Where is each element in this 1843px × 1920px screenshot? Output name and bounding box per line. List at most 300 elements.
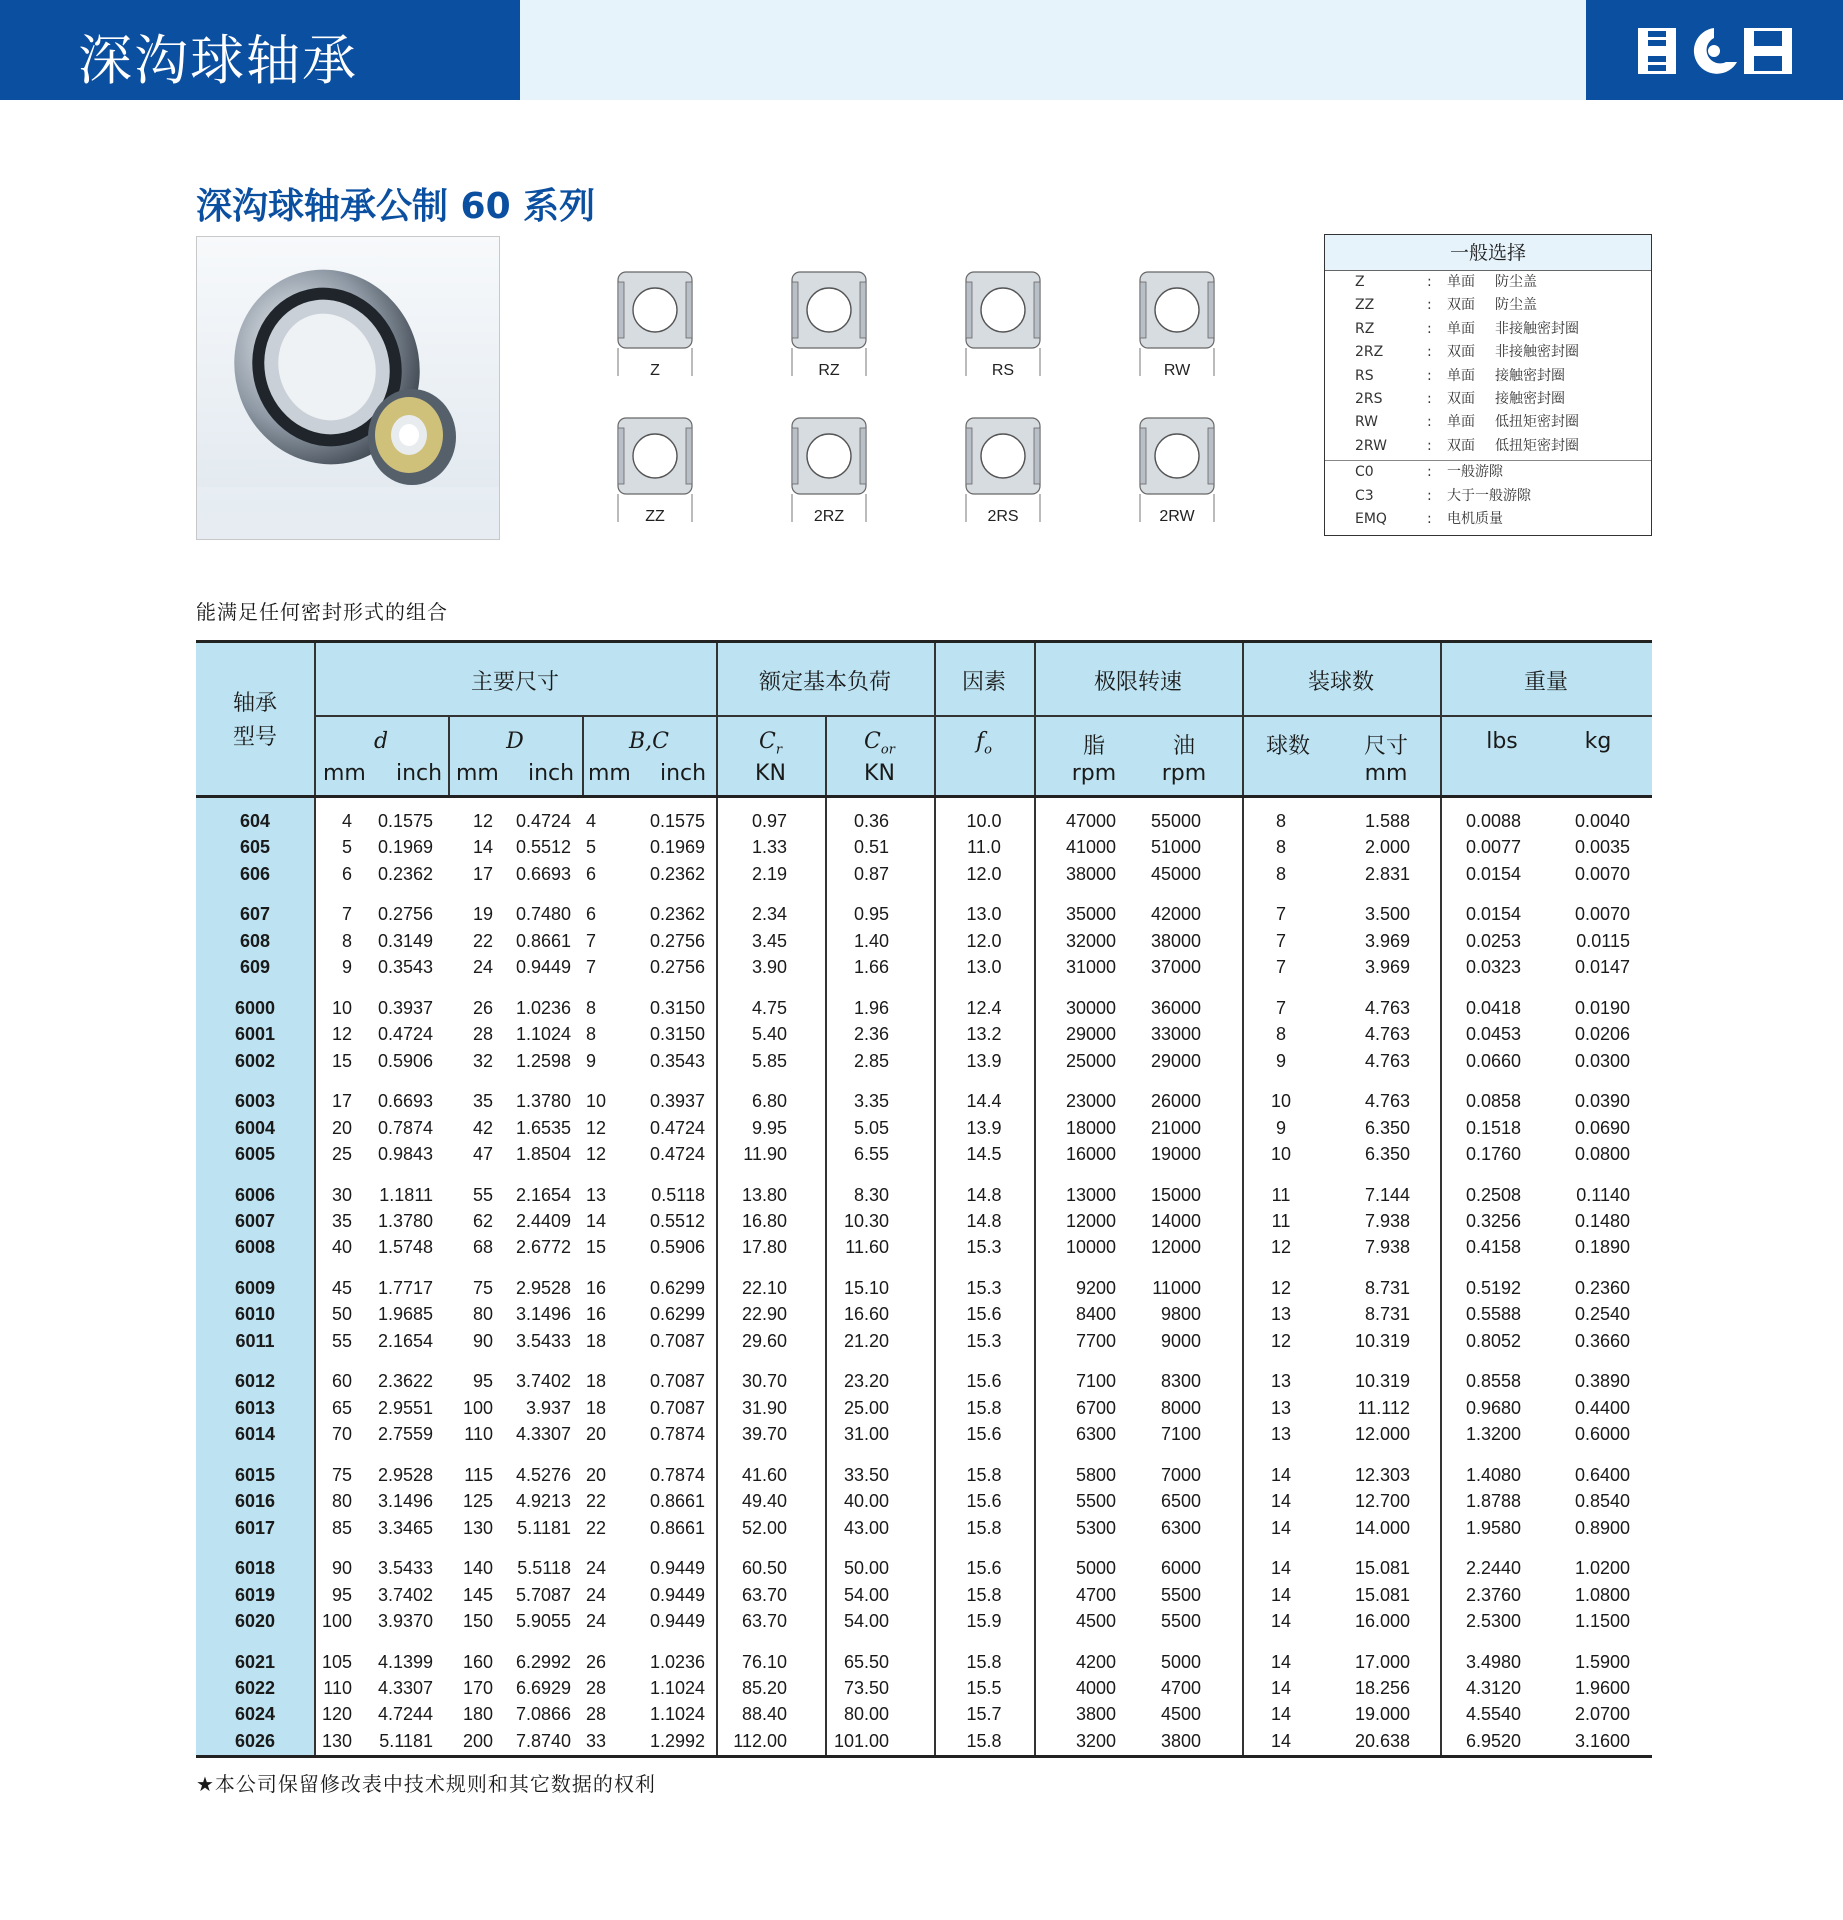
table-cell: 4 <box>586 811 597 831</box>
table-cell: 8 <box>1275 863 1286 884</box>
selection-colon: : <box>1427 367 1432 384</box>
table-cell: 7 <box>1275 930 1286 951</box>
table-cell: 0.8661 <box>649 1517 705 1538</box>
selection-code: 2RS <box>1355 390 1383 407</box>
table-cell: 0.2360 <box>1574 1278 1630 1298</box>
table-cell: 0.9449 <box>649 1611 705 1631</box>
table-cell: 6300 <box>1075 1424 1116 1445</box>
table-cell: 0.3256 <box>1465 1211 1521 1231</box>
header-column-divider <box>1440 643 1442 795</box>
table-cell: 12.303 <box>1354 1464 1410 1485</box>
header-subcolumn-divider <box>825 715 827 795</box>
body-column-divider <box>1242 798 1244 1755</box>
clearance-desc: 一般游隙 <box>1447 464 1503 481</box>
table-cell: 41.60 <box>741 1464 787 1485</box>
table-cell: 15.8 <box>966 1464 1002 1485</box>
table-cell: 10.30 <box>843 1211 889 1231</box>
selection-code: 2RW <box>1355 437 1387 454</box>
table-cell: 0.5906 <box>649 1237 705 1258</box>
table-cell: 3.3465 <box>377 1517 433 1538</box>
table-cell: 19.000 <box>1354 1704 1410 1725</box>
table-cell: 31000 <box>1065 957 1116 978</box>
selection-row <box>1325 411 1651 434</box>
table-cell: 49.40 <box>741 1491 787 1512</box>
table-cell: 37000 <box>1150 957 1201 978</box>
table-cell: 20 <box>331 1117 352 1138</box>
header-model-line1: 轴承 <box>232 691 277 716</box>
table-cell: 38000 <box>1065 863 1116 884</box>
table-cell: 20 <box>586 1464 607 1485</box>
table-cell: 5.05 <box>853 1117 889 1138</box>
table-cell: 2.36 <box>853 1024 889 1045</box>
table-cell: 0.6400 <box>1574 1464 1630 1485</box>
selection-colon: : <box>1427 390 1432 407</box>
table-cell: 40 <box>331 1237 352 1258</box>
body-column-divider <box>825 798 827 1755</box>
table-cell: 14 <box>1270 1558 1292 1579</box>
body-column-divider <box>1034 798 1036 1755</box>
selection-side: 双面 <box>1447 437 1475 454</box>
table-cell: 6.55 <box>853 1144 889 1164</box>
table-cell: 1.2598 <box>515 1050 571 1071</box>
general-selection-box <box>1324 234 1652 536</box>
table-cell: 15.9 <box>966 1611 1002 1631</box>
table-cell: 4.1399 <box>377 1651 433 1672</box>
table-cell: 13.0 <box>966 904 1002 925</box>
table-cell: 0.6693 <box>515 863 571 884</box>
table-cell: 75 <box>331 1464 352 1485</box>
bearing-photo-icon <box>197 237 500 540</box>
table-cell: 0.7874 <box>649 1424 705 1445</box>
table-cell: 3.969 <box>1364 930 1410 951</box>
table-cell: 3.1496 <box>377 1491 433 1512</box>
table-cell: 1.3780 <box>377 1211 433 1231</box>
table-cell: 17.80 <box>741 1237 787 1258</box>
table-cell: 47 <box>472 1144 493 1164</box>
selection-desc: 接触密封圈 <box>1495 390 1565 407</box>
table-cell: 80 <box>331 1491 352 1512</box>
table-cell: 8000 <box>1160 1397 1201 1418</box>
table-cell: 60.50 <box>741 1558 787 1579</box>
table-cell: 1.1024 <box>649 1678 705 1698</box>
table-cell: 6.9520 <box>1465 1730 1521 1751</box>
table-cell: 180 <box>462 1704 493 1725</box>
table-cell: 10.319 <box>1354 1330 1410 1351</box>
clearance-code: EMQ <box>1355 510 1387 527</box>
header-column-divider <box>716 643 718 795</box>
table-cell: 0.97 <box>751 811 787 831</box>
table-cell: 9200 <box>1075 1278 1116 1298</box>
table-cell: 0.0390 <box>1574 1091 1630 1112</box>
selection-side: 双面 <box>1447 344 1475 361</box>
table-cell: 0.1760 <box>1465 1144 1521 1164</box>
table-cell: 15.10 <box>843 1278 889 1298</box>
table-cell: 130 <box>462 1517 493 1538</box>
table-cell: 2.9528 <box>377 1464 433 1485</box>
body-column-divider <box>716 798 718 1755</box>
table-cell: 7.8740 <box>515 1730 571 1751</box>
clearance-row <box>1325 461 1651 484</box>
table-cell: 0.5512 <box>649 1211 705 1231</box>
table-cell: 120 <box>321 1704 352 1725</box>
table-cell: 31.00 <box>843 1424 889 1445</box>
table-cell: 90 <box>331 1558 352 1579</box>
header-d: d <box>373 729 389 754</box>
selection-side: 单面 <box>1447 274 1475 290</box>
table-cell: 0.4724 <box>649 1117 705 1138</box>
table-cell: 9.95 <box>751 1117 787 1138</box>
table-cell: 15.3 <box>966 1330 1002 1351</box>
table-cell: 11 <box>1271 1211 1291 1231</box>
table-cell: 12.4 <box>966 997 1002 1018</box>
table-cell: 90 <box>472 1330 493 1351</box>
table-cell: 0.3150 <box>649 1024 705 1045</box>
table-cell: 13 <box>1270 1304 1292 1325</box>
selection-colon: : <box>1427 320 1432 337</box>
table-cell: 0.3149 <box>377 930 433 951</box>
table-cell: 70 <box>331 1424 352 1445</box>
table-cell: 2.3622 <box>377 1371 433 1392</box>
header-ball-size: 尺寸 <box>1363 734 1408 759</box>
selection-code: Z <box>1355 274 1365 290</box>
table-cell: 4700 <box>1075 1584 1116 1605</box>
table-cell: 0.87 <box>853 863 889 884</box>
seal-label: RS <box>991 362 1015 379</box>
table-cell: 4.3307 <box>515 1424 571 1445</box>
table-cell: 0.0040 <box>1574 811 1630 831</box>
table-cell: 55 <box>472 1184 493 1205</box>
table-cell: 15000 <box>1150 1184 1201 1205</box>
table-cell: 14.5 <box>966 1144 1002 1164</box>
table-cell: 9 <box>1275 1050 1286 1071</box>
table-cell: 0.0690 <box>1574 1117 1630 1138</box>
table-cell: 41000 <box>1065 837 1116 858</box>
table-cell: 11.90 <box>743 1144 787 1164</box>
table-cell: 21000 <box>1150 1117 1201 1138</box>
table-cell: 30000 <box>1065 997 1116 1018</box>
table-cell: 65.50 <box>843 1651 889 1672</box>
table-cell: 35 <box>472 1091 493 1112</box>
table-cell: 0.95 <box>853 904 889 925</box>
unit-BC-inch: inch <box>660 761 707 786</box>
table-cell: 31.90 <box>741 1397 787 1418</box>
model-cell: 606 <box>239 863 271 884</box>
table-cell: 13.0 <box>966 957 1002 978</box>
table-cell: 1.0236 <box>649 1651 705 1672</box>
table-cell: 12.000 <box>1354 1424 1410 1445</box>
table-cell: 4.5540 <box>1465 1704 1521 1725</box>
table-cell: 65 <box>331 1397 352 1418</box>
table-cell: 4.75 <box>751 997 787 1018</box>
model-cell: 6012 <box>234 1371 276 1392</box>
table-cell: 29000 <box>1150 1050 1201 1071</box>
table-cell: 33 <box>586 1730 607 1751</box>
table-cell: 18 <box>586 1397 607 1418</box>
table-cell: 2.7559 <box>377 1424 433 1445</box>
table-cell: 3.500 <box>1364 904 1410 925</box>
table-cell: 2.4409 <box>515 1211 571 1231</box>
table-cell: 4500 <box>1160 1704 1201 1725</box>
model-cell: 6018 <box>234 1558 276 1579</box>
table-cell: 0.0035 <box>1574 837 1630 858</box>
table-cell: 1.66 <box>853 957 889 978</box>
table-cell: 7000 <box>1160 1464 1201 1485</box>
table-cell: 0.9843 <box>377 1144 433 1164</box>
table-cell: 5500 <box>1160 1584 1201 1605</box>
clearance-desc: 电机质量 <box>1447 510 1503 527</box>
table-cell: 45000 <box>1150 863 1201 884</box>
header-strip <box>520 0 1586 100</box>
model-cell: 6006 <box>234 1184 276 1205</box>
table-cell: 0.2756 <box>377 904 433 925</box>
table-cell: 62 <box>472 1211 493 1231</box>
table-cell: 1.8788 <box>1465 1491 1521 1512</box>
table-cell: 8400 <box>1075 1304 1116 1325</box>
table-cell: 8 <box>586 997 597 1018</box>
combination-note: 能满足任何密封形式的组合 <box>196 600 448 624</box>
table-cell: 5500 <box>1160 1611 1201 1631</box>
model-cell: 605 <box>239 837 271 858</box>
table-cell: 5.40 <box>751 1024 787 1045</box>
selection-side: 单面 <box>1447 414 1475 431</box>
table-cell: 12000 <box>1065 1211 1116 1231</box>
table-cell: 8 <box>1275 1024 1286 1045</box>
table-cell: 7100 <box>1075 1371 1116 1392</box>
model-cell: 6026 <box>234 1730 276 1751</box>
table-cell: 18000 <box>1065 1117 1116 1138</box>
table-cell: 7 <box>341 904 352 925</box>
table-cell: 6.350 <box>1364 1144 1410 1164</box>
table-cell: 4 <box>341 811 352 831</box>
table-cell: 130 <box>321 1730 352 1751</box>
selection-desc: 防尘盖 <box>1495 274 1537 290</box>
unit-grease: rpm <box>1071 761 1117 786</box>
table-cell: 35000 <box>1065 904 1116 925</box>
table-cell: 5500 <box>1075 1491 1116 1512</box>
table-cell: 4500 <box>1075 1611 1116 1631</box>
table-cell: 10 <box>1270 1091 1292 1112</box>
table-cell: 1.1024 <box>515 1024 571 1045</box>
selection-row <box>1325 365 1651 388</box>
table-cell: 14 <box>1270 1517 1292 1538</box>
selection-row <box>1325 294 1651 317</box>
table-cell: 8 <box>1275 811 1286 831</box>
table-cell: 3.90 <box>751 957 787 978</box>
table-cell: 14 <box>1270 1704 1292 1725</box>
table-cell: 47000 <box>1065 811 1116 831</box>
table-cell: 7 <box>1275 904 1286 925</box>
model-cell: 6002 <box>234 1050 276 1071</box>
table-cell: 0.2362 <box>649 904 705 925</box>
table-cell: 20 <box>586 1424 607 1445</box>
table-cell: 110 <box>464 1424 493 1445</box>
table-cell: 39.70 <box>741 1424 787 1445</box>
table-cell: 0.5588 <box>1465 1304 1521 1325</box>
table-cell: 21.20 <box>843 1330 889 1351</box>
table-cell: 3.7402 <box>377 1584 433 1605</box>
table-cell: 35 <box>331 1211 352 1231</box>
table-cell: 9 <box>1275 1117 1286 1138</box>
seal-label: 2RW <box>1159 508 1195 525</box>
model-cell: 608 <box>239 930 271 951</box>
table-cell: 0.5192 <box>1465 1278 1521 1298</box>
table-cell: 15.6 <box>966 1304 1002 1325</box>
table-cell: 1.33 <box>751 837 787 858</box>
table-cell: 12.700 <box>1354 1491 1410 1512</box>
table-cell: 0.4724 <box>377 1024 433 1045</box>
body-column-divider <box>314 798 316 1755</box>
header-BC: B,C <box>629 729 669 754</box>
table-cell: 15.3 <box>966 1237 1002 1258</box>
table-cell: 0.0088 <box>1465 811 1521 831</box>
selection-desc: 非接触密封圈 <box>1495 320 1579 337</box>
table-cell: 7.0866 <box>515 1704 571 1725</box>
model-cell: 6007 <box>234 1211 276 1231</box>
table-cell: 10 <box>586 1091 607 1112</box>
unit-BC-mm: mm <box>588 761 631 786</box>
table-cell: 5000 <box>1160 1651 1201 1672</box>
table-cell: 38000 <box>1150 930 1201 951</box>
table-cell: 1.2992 <box>649 1730 705 1751</box>
table-cell: 80.00 <box>843 1704 889 1725</box>
selection-colon: : <box>1427 274 1432 290</box>
table-cell: 1.9685 <box>377 1304 433 1325</box>
header-balls: 装球数 <box>1307 670 1374 695</box>
header-column-divider <box>934 643 936 795</box>
selection-desc: 低扭矩密封圈 <box>1495 414 1579 431</box>
table-cell: 1.7717 <box>377 1278 433 1298</box>
header-speed: 极限转速 <box>1093 670 1182 695</box>
table-cell: 110 <box>323 1678 352 1698</box>
table-cell: 0.0253 <box>1465 930 1521 951</box>
table-cell: 8 <box>1275 837 1286 858</box>
table-cell: 8.731 <box>1364 1304 1410 1325</box>
table-cell: 0.0206 <box>1574 1024 1630 1045</box>
model-cell: 6019 <box>234 1584 276 1605</box>
table-cell: 15.8 <box>966 1730 1002 1751</box>
table-cell: 10.0 <box>966 811 1002 831</box>
table-cell: 18.256 <box>1354 1678 1410 1698</box>
table-cell: 63.70 <box>741 1611 787 1631</box>
table-cell: 14.8 <box>966 1184 1002 1205</box>
table-cell: 1.9580 <box>1465 1517 1521 1538</box>
table-cell: 13 <box>586 1184 607 1205</box>
table-cell: 7100 <box>1160 1424 1201 1445</box>
table-cell: 14 <box>1270 1491 1292 1512</box>
table-cell: 13.2 <box>966 1024 1002 1045</box>
table-cell: 2.9551 <box>377 1397 433 1418</box>
table-cell: 0.0323 <box>1465 957 1521 978</box>
table-cell: 29.60 <box>741 1330 787 1351</box>
table-cell: 15.081 <box>1354 1558 1410 1579</box>
model-cell: 607 <box>239 904 271 925</box>
table-cell: 12000 <box>1150 1237 1201 1258</box>
table-cell: 95 <box>472 1371 493 1392</box>
table-cell: 15.8 <box>966 1397 1002 1418</box>
header-fo: $f_o$ <box>976 729 992 758</box>
table-body <box>196 798 1652 1758</box>
table-cell: 0.0077 <box>1465 837 1521 858</box>
clearance-row <box>1325 485 1651 508</box>
table-cell: 10.319 <box>1354 1371 1410 1392</box>
header-subcolumn-divider <box>582 715 584 795</box>
table-cell: 5.85 <box>751 1050 787 1071</box>
table-cell: 0.1575 <box>649 811 705 831</box>
table-cell: 0.1969 <box>377 837 433 858</box>
table-cell: 16 <box>586 1278 607 1298</box>
table-cell: 7 <box>1275 957 1286 978</box>
table-cell: 4.3120 <box>1465 1678 1521 1698</box>
unit-ball-size: mm <box>1364 761 1408 786</box>
table-cell: 12 <box>331 1024 352 1045</box>
model-cell: 6005 <box>234 1144 276 1164</box>
hch-logo-icon <box>1636 22 1796 80</box>
table-cell: 1.0800 <box>1574 1584 1630 1605</box>
unit-d-inch: inch <box>396 761 443 786</box>
table-cell: 1.6535 <box>515 1117 571 1138</box>
table-cell: 13 <box>1270 1397 1292 1418</box>
table-cell: 22 <box>586 1517 607 1538</box>
general-selection-title: 一般选择 <box>1325 235 1651 271</box>
table-cell: 0.2508 <box>1465 1184 1521 1205</box>
selection-code: ZZ <box>1355 297 1375 314</box>
bearing-table <box>196 640 1652 1758</box>
table-cell: 13.80 <box>741 1184 787 1205</box>
table-cell: 0.0154 <box>1465 904 1521 925</box>
table-cell: 14 <box>1270 1584 1292 1605</box>
table-cell: 15.7 <box>966 1704 1002 1725</box>
table-cell: 40.00 <box>843 1491 889 1512</box>
selection-colon: : <box>1427 297 1432 314</box>
table-cell: 13.9 <box>966 1117 1002 1138</box>
table-cell: 4.763 <box>1364 1050 1410 1071</box>
table-cell: 33.50 <box>843 1464 889 1485</box>
table-cell: 3.5433 <box>515 1330 571 1351</box>
table-cell: 14.8 <box>966 1211 1002 1231</box>
table-cell: 1.9600 <box>1574 1678 1630 1698</box>
table-cell: 2.0700 <box>1574 1704 1630 1725</box>
table-cell: 24 <box>586 1611 607 1631</box>
table-cell: 0.5906 <box>377 1050 433 1071</box>
clearance-colon: : <box>1427 510 1432 527</box>
table-cell: 1.5748 <box>377 1237 433 1258</box>
rights-note: ★本公司保留修改表中技术规则和其它数据的权利 <box>196 1772 656 1796</box>
table-cell: 2.85 <box>853 1050 889 1071</box>
header-divider <box>314 715 1652 717</box>
table-cell: 55 <box>331 1330 352 1351</box>
table-cell: 16 <box>586 1304 607 1325</box>
table-cell: 8 <box>586 1024 597 1045</box>
table-cell: 12 <box>586 1144 607 1164</box>
header-weight: 重量 <box>1523 670 1568 695</box>
table-cell: 11.112 <box>1357 1397 1410 1418</box>
table-cell: 100 <box>321 1611 352 1631</box>
table-cell: 32000 <box>1065 930 1116 951</box>
header-grease: 脂 <box>1082 734 1105 759</box>
table-cell: 0.2362 <box>649 863 705 884</box>
table-cell: 22.90 <box>741 1304 787 1325</box>
selection-row <box>1325 318 1651 341</box>
table-cell: 50 <box>331 1304 352 1325</box>
table-cell: 6500 <box>1160 1491 1201 1512</box>
table-cell: 30 <box>331 1184 352 1205</box>
table-cell: 0.1575 <box>377 811 433 831</box>
table-cell: 19000 <box>1150 1144 1201 1164</box>
table-cell: 4.763 <box>1364 1024 1410 1045</box>
table-cell: 0.0070 <box>1574 863 1630 884</box>
model-cell: 6011 <box>235 1330 275 1351</box>
table-cell: 12 <box>1270 1237 1292 1258</box>
